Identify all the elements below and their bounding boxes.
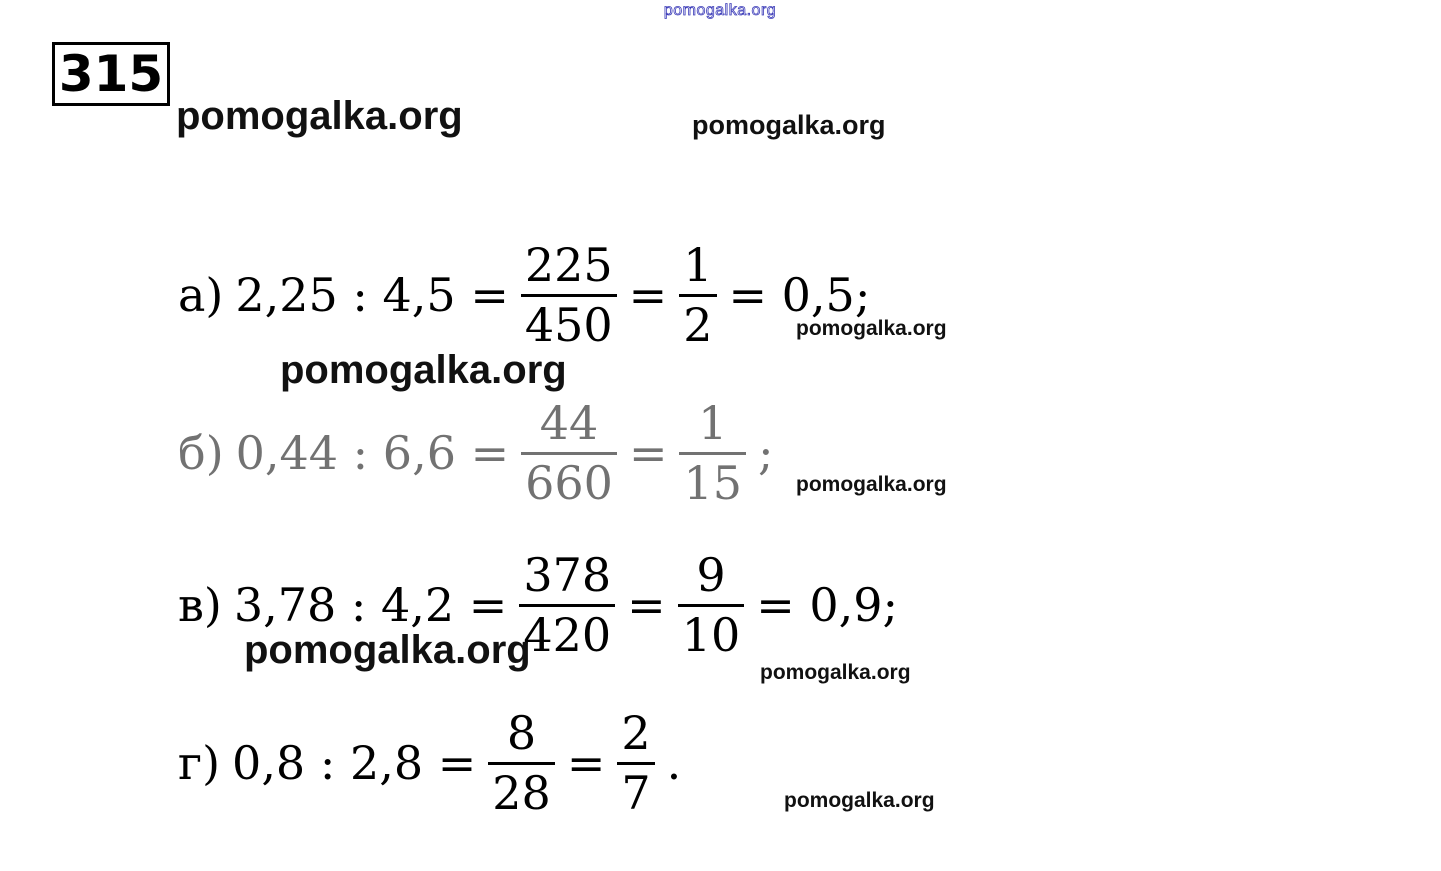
- fraction-bar: [519, 604, 615, 607]
- fraction-numerator: 378: [523, 547, 612, 602]
- fraction-numerator: 2: [621, 705, 651, 760]
- watermark: pomogalka.org: [796, 473, 947, 496]
- fraction-numerator: 8: [506, 705, 537, 760]
- equation-expression: 0,44 : 6,6 =: [235, 426, 510, 480]
- fraction-denominator: 660: [525, 455, 613, 510]
- fraction-denominator: 420: [523, 607, 612, 662]
- equation-result: = 0,9;: [756, 578, 899, 632]
- equation-expression: 2,25 : 4,5 =: [235, 268, 509, 322]
- equation-expression: 0,8 : 2,8 =: [232, 736, 477, 790]
- equation-result: .: [666, 736, 682, 790]
- fraction-bar: [678, 604, 745, 607]
- fraction: [679, 397, 746, 510]
- fraction: [521, 239, 617, 352]
- fraction: [617, 707, 654, 820]
- fraction-numerator: 225: [524, 237, 613, 292]
- fraction-bar: [617, 762, 654, 765]
- task-number: 315: [52, 42, 170, 106]
- fraction-denominator: 7: [621, 765, 651, 820]
- watermark: pomogalka.org: [760, 661, 911, 684]
- watermark: pomogalka.org: [784, 789, 935, 812]
- watermark: pomogalka.org: [692, 110, 886, 140]
- equals-sign: =: [566, 736, 606, 790]
- watermark-large: pomogalka.org: [176, 94, 463, 138]
- fraction-numerator: 1: [683, 237, 713, 292]
- fraction-denominator: 2: [683, 297, 713, 352]
- fraction: [521, 397, 617, 510]
- equation-result: ;: [758, 426, 774, 480]
- equation-label: в): [178, 578, 222, 632]
- fraction-numerator: 44: [539, 395, 599, 450]
- fraction-bar: [521, 294, 617, 297]
- watermark-large: pomogalka.org: [280, 348, 567, 392]
- equation-expression: 3,78 : 4,2 =: [233, 578, 508, 632]
- fraction-denominator: 28: [492, 765, 551, 820]
- watermark-top: pomogalka.org: [663, 2, 777, 19]
- fraction: [488, 707, 555, 820]
- fraction-denominator: 10: [681, 607, 741, 662]
- fraction-numerator: 9: [696, 547, 726, 602]
- equation-d: [172, 698, 687, 828]
- fraction: [679, 239, 716, 352]
- fraction-bar: [679, 452, 746, 455]
- equation-a: [172, 230, 876, 360]
- equation-b: [172, 388, 780, 518]
- equals-sign: =: [627, 578, 666, 632]
- equals-sign: =: [628, 426, 668, 480]
- fraction-numerator: 1: [698, 395, 728, 450]
- fraction-denominator: 15: [683, 455, 743, 510]
- fraction: [519, 549, 615, 662]
- watermark-large: pomogalka.org: [244, 628, 531, 672]
- fraction-denominator: 450: [524, 297, 613, 352]
- equation-label: г): [178, 736, 221, 790]
- fraction-bar: [488, 762, 555, 765]
- equals-sign: =: [628, 268, 668, 322]
- fraction-bar: [521, 452, 617, 455]
- fraction: [678, 549, 745, 662]
- equation-label: а): [178, 268, 224, 322]
- equation-label: б): [178, 426, 224, 480]
- fraction-bar: [679, 294, 716, 297]
- equation-result: = 0,5;: [728, 268, 871, 322]
- watermark: pomogalka.org: [796, 317, 947, 340]
